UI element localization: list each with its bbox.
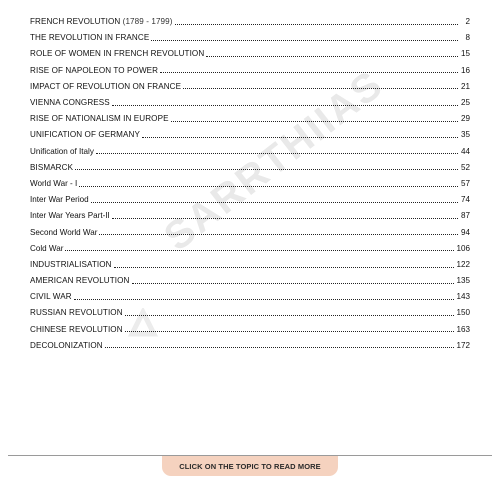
toc-row-decolonization[interactable] <box>30 334 470 350</box>
read-more-button[interactable]: CLICK ON THE TOPIC TO READ MORE <box>162 456 338 476</box>
toc-page-number: 172 <box>456 340 470 350</box>
toc-page-number: 87 <box>460 211 470 221</box>
dot-leader <box>206 56 458 57</box>
dot-leader <box>74 299 455 300</box>
toc-subtitle: (1789 - 1799) <box>122 17 173 27</box>
toc-page-number: 29 <box>460 114 470 124</box>
dot-leader <box>112 218 458 219</box>
dot-leader <box>112 105 458 106</box>
toc-title[interactable]: IMPACT OF REVOLUTION ON FRANCE <box>30 81 182 91</box>
dot-leader <box>151 40 458 41</box>
dot-leader <box>105 347 455 348</box>
toc-page-number: 106 <box>456 243 470 253</box>
dot-leader <box>175 24 458 25</box>
toc-page-number: 135 <box>456 276 470 286</box>
dot-leader <box>99 234 458 235</box>
toc-page-number: 163 <box>456 324 470 334</box>
toc-row-unification-of-italy[interactable] <box>30 140 470 156</box>
toc-title[interactable]: CHINESE REVOLUTION <box>30 324 123 334</box>
toc-page-number: 143 <box>456 292 470 302</box>
toc-row-civil-war[interactable] <box>30 285 470 301</box>
toc-page-number: 2 <box>465 17 470 27</box>
dot-leader <box>114 267 455 268</box>
toc-row-impact-of-revolution[interactable] <box>30 75 470 91</box>
watermark-text: SARRTHIIAS <box>156 61 392 260</box>
toc-row-revolution-in-france[interactable] <box>30 26 470 42</box>
toc-row-bismarck[interactable] <box>30 156 470 172</box>
table-of-contents <box>30 10 470 350</box>
dot-leader <box>125 315 455 316</box>
toc-row-second-world-war[interactable] <box>30 220 470 236</box>
toc-title[interactable]: CIVIL WAR <box>30 292 72 302</box>
dot-leader <box>91 202 458 203</box>
toc-row-industrialisation[interactable] <box>30 253 470 269</box>
toc-page-number: 122 <box>456 259 470 269</box>
dot-leader <box>132 283 455 284</box>
toc-title[interactable]: AMERICAN REVOLUTION <box>30 276 130 286</box>
toc-row-cold-war[interactable] <box>30 237 470 253</box>
toc-title[interactable]: RISE OF NATIONALISM IN EUROPE <box>30 114 169 124</box>
toc-page-number: 15 <box>460 49 470 59</box>
toc-row-unification-of-germany[interactable] <box>30 123 470 139</box>
toc-row-chinese-revolution[interactable] <box>30 318 470 334</box>
toc-row-american-revolution[interactable] <box>30 269 470 285</box>
toc-page-number: 44 <box>460 146 470 156</box>
toc-row-rise-of-nationalism[interactable] <box>30 107 470 123</box>
toc-row-russian-revolution[interactable] <box>30 301 470 317</box>
toc-title[interactable]: RISE OF NAPOLEON TO POWER <box>30 65 159 75</box>
toc-title[interactable]: Inter War Years Part-II <box>30 211 110 221</box>
dot-leader <box>183 88 458 89</box>
toc-page-number: 52 <box>460 162 470 172</box>
toc-title[interactable]: ROLE OF WOMEN IN FRENCH REVOLUTION <box>30 49 205 59</box>
toc-title[interactable]: Second World War <box>30 227 98 237</box>
toc-title[interactable]: Cold War <box>30 243 64 253</box>
toc-row-rise-of-napoleon[interactable] <box>30 59 470 75</box>
toc-page-number: 35 <box>460 130 470 140</box>
toc-title[interactable]: RUSSIAN REVOLUTION <box>30 308 123 318</box>
toc-title[interactable]: FRENCH REVOLUTION (1789 - 1799) <box>30 17 173 27</box>
toc-title[interactable]: Unification of Italy <box>30 146 94 156</box>
dot-leader <box>79 186 458 187</box>
toc-title[interactable]: DECOLONIZATION <box>30 340 103 350</box>
dot-leader <box>75 169 458 170</box>
toc-page-number: 94 <box>460 227 470 237</box>
toc-title[interactable]: INDUSTRIALISATION <box>30 259 112 269</box>
toc-row-world-war-1[interactable] <box>30 172 470 188</box>
toc-page-number: 8 <box>465 33 470 43</box>
toc-page-number: 16 <box>460 65 470 75</box>
toc-page-number: 21 <box>460 81 470 91</box>
toc-row-french-revolution[interactable] <box>30 10 470 26</box>
toc-row-role-of-women[interactable] <box>30 42 470 58</box>
toc-page-number: 25 <box>460 98 470 108</box>
toc-row-inter-war-years-2[interactable] <box>30 204 470 220</box>
toc-title[interactable]: THE REVOLUTION IN FRANCE <box>30 33 150 43</box>
dot-leader <box>171 121 458 122</box>
toc-page-number: 74 <box>460 195 470 205</box>
dot-leader <box>142 137 458 138</box>
toc-page-number: 150 <box>456 308 470 318</box>
dot-leader <box>125 331 455 332</box>
toc-page-number: 57 <box>460 178 470 188</box>
toc-title[interactable]: World War - I <box>30 178 78 188</box>
dot-leader <box>96 153 458 154</box>
toc-title[interactable]: VIENNA CONGRESS <box>30 98 110 108</box>
toc-row-vienna-congress[interactable] <box>30 91 470 107</box>
toc-title[interactable]: BISMARCK <box>30 162 74 172</box>
dot-leader <box>160 72 458 73</box>
dot-leader <box>65 250 454 251</box>
toc-title[interactable]: UNIFICATION OF GERMANY <box>30 130 140 140</box>
toc-row-inter-war-period[interactable] <box>30 188 470 204</box>
toc-title[interactable]: Inter War Period <box>30 195 89 205</box>
